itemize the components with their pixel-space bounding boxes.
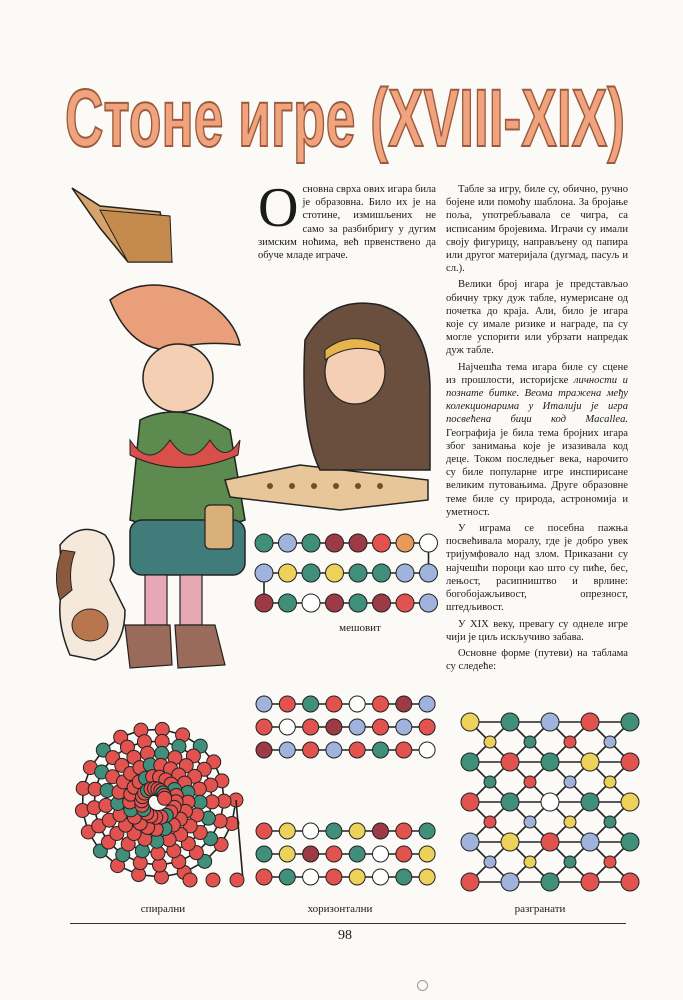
horizontal-board-space (279, 742, 295, 758)
horizontal-board-space (303, 719, 319, 735)
mixed-board-space (302, 534, 320, 552)
horizontal-board-space (373, 742, 389, 758)
boy-head (143, 344, 213, 412)
mixed-board-space (373, 594, 391, 612)
mixed-board-space (255, 534, 273, 552)
branched-board-space (541, 873, 559, 891)
horizontal-board-space (373, 869, 389, 885)
branched-board-space (604, 776, 616, 788)
branched-board-space (484, 736, 496, 748)
horizontal-board-space (419, 719, 435, 735)
branched-board-space (621, 753, 639, 771)
mixed-board-space (373, 564, 391, 582)
horizontal-board-space (303, 696, 319, 712)
horizontal-board-space (326, 869, 342, 885)
branched-board-space (501, 833, 519, 851)
mixed-board-space (396, 564, 414, 582)
branched-board-space (501, 713, 519, 731)
mixed-board-space (255, 594, 273, 612)
branched-board-space (604, 856, 616, 868)
branched-board-space (484, 776, 496, 788)
horizontal-board-space (419, 823, 435, 839)
horizontal-board-space (349, 823, 365, 839)
dog-spot (72, 609, 108, 641)
horizontal-board-space (349, 719, 365, 735)
drop-cap: О (258, 177, 299, 239)
branched-board-space (564, 776, 576, 788)
gnome-hat-icon (110, 285, 240, 350)
mixed-board-space (326, 564, 344, 582)
footer-rule (70, 923, 626, 924)
branched-board-space (621, 713, 639, 731)
mixed-board-space (373, 534, 391, 552)
horizontal-board-space (396, 742, 412, 758)
horizontal-board-space (256, 696, 272, 712)
horizontal-board-space (349, 869, 365, 885)
branched-board-space (484, 856, 496, 868)
mixed-board-space (396, 594, 414, 612)
game-piece (311, 483, 317, 489)
branched-board-space (564, 856, 576, 868)
branched-board-space (501, 753, 519, 771)
paragraph-4: У играма се посебна пажња посвећивала моралу, где је добро увек тријумфовало над злом. Приказани су најчешћи пороци као што су пиће, бес, лењост, расипништво и врлине: богобојажљивост, опрезност, штедљивост. (446, 523, 628, 614)
horizontal-board-space (396, 823, 412, 839)
horizontal-board-space (303, 742, 319, 758)
branched-board-space (581, 873, 599, 891)
horizontal-board-space (396, 719, 412, 735)
branched-board-space (541, 753, 559, 771)
horizontal-board-space (349, 846, 365, 862)
horizontal-board-space (279, 719, 295, 735)
paragraph-6: Основне форме (путеви) на таблама су следеће: (446, 647, 628, 673)
branched-board-space (524, 736, 536, 748)
branched-board-space (581, 753, 599, 771)
horizontal-board-space (396, 846, 412, 862)
horizontal-board-space (373, 696, 389, 712)
mixed-board-space (349, 594, 367, 612)
horizontal-board-space (373, 846, 389, 862)
horizontal-board-space (256, 719, 272, 735)
mixed-board-space (326, 594, 344, 612)
paragraph-3: Најчешћа тема игара биле су сцене из прошлости, историјске личности и познате битке. Веома тражена међу колекционарима у Италији је игра посвећена бици код Macallea. Географија је била тема бројних игара због занимања које је изазивала код деце. Током последњег века, нарочито су биле популарне игре инспирисане великим путовањима. Друге образовне теме биле су природа, астрономија и уметност. (446, 361, 629, 518)
horizontal-board-space (279, 846, 295, 862)
branched-board-space (581, 833, 599, 851)
horizontal-board-space (256, 846, 272, 862)
intro-column (258, 177, 436, 265)
caption-horizontal: хоризонтални (307, 903, 373, 915)
mixed-board-space (279, 534, 297, 552)
mixed-board-space (420, 534, 438, 552)
branched-board-space (621, 873, 639, 891)
branched-board-space (461, 793, 479, 811)
horizontal-board-space (373, 719, 389, 735)
mixed-board-space (396, 534, 414, 552)
branched-board-space (484, 816, 496, 828)
game-piece (355, 483, 361, 489)
spiral-board-space (183, 873, 197, 887)
branched-board-space (604, 816, 616, 828)
caption-spiral: спирални (140, 903, 186, 915)
horizontal-board-space (279, 696, 295, 712)
game-board (225, 465, 428, 510)
horizontal-board-space (326, 696, 342, 712)
horizontal-board-space (419, 742, 435, 758)
branched-board-space (524, 816, 536, 828)
branched-board-space (581, 793, 599, 811)
branched-board-space (581, 713, 599, 731)
spiral-board-space (230, 873, 244, 887)
branched-board-space (604, 736, 616, 748)
horizontal-board-space (326, 742, 342, 758)
registration-mark-icon (417, 980, 428, 991)
mixed-board-space (349, 564, 367, 582)
branched-board-space (501, 793, 519, 811)
mixed-board-space (302, 594, 320, 612)
mixed-board-space (326, 534, 344, 552)
board-path (236, 800, 243, 880)
branched-board-space (621, 833, 639, 851)
game-piece (267, 483, 273, 489)
horizontal-board-space (326, 719, 342, 735)
branched-board-space (461, 713, 479, 731)
boy-leg-left (145, 575, 167, 625)
horizontal-board-space (326, 823, 342, 839)
branched-board-space (541, 793, 559, 811)
game-piece (377, 483, 383, 489)
paragraph-1: Табле за игру, биле су, обично, ручно бојене или помоћу шаблона. За бројање поља, употребљавала се чигра, са исписаним бројевима. Играчи су имали своју фигурицу, направљену од папира или другог материјала (дугмад, пасуљ и сл.). (446, 184, 628, 275)
boot-right (175, 625, 225, 668)
horizontal-board-space (303, 869, 319, 885)
branched-board-space (621, 793, 639, 811)
horizontal-board-space (256, 742, 272, 758)
horizontal-board-space (419, 696, 435, 712)
horizontal-board-space (326, 846, 342, 862)
horizontal-board-space (279, 869, 295, 885)
horizontal-board-space (256, 823, 272, 839)
mixed-board-space (420, 564, 438, 582)
horizontal-board-space (349, 696, 365, 712)
caption-mixed: мешовит (339, 622, 381, 634)
page-number: 98 (338, 928, 352, 943)
paragraph-5: У XIX веку, превагу су однеле игре чији је циљ искључиво забава. (446, 618, 628, 643)
mixed-board-space (279, 594, 297, 612)
game-piece (333, 483, 339, 489)
spiral-board-space (158, 791, 172, 805)
mixed-board-space (420, 594, 438, 612)
mixed-board-space (255, 564, 273, 582)
horizontal-board-space (279, 823, 295, 839)
horizontal-board-space (396, 696, 412, 712)
intro-text: сновна сврха ових игара била је образовна. Било их је на стотине, измишљених не само за разбибригу у дугим зимским ноћима, већ првенствено да обуче младе играче. (258, 184, 436, 262)
paragraph-2: Велики број игара је представљао обичну трку дуж табле, нумерисане од почетка до краја. Али, било је игара које су имале ризике и награде, па су могле успорити или убрзати напредак дуж табле. (446, 279, 628, 357)
horizontal-board-space (303, 846, 319, 862)
page-title: Стоне игре (XVIII-XIX) (65, 73, 625, 164)
branched-board-space (461, 873, 479, 891)
mixed-board-space (302, 564, 320, 582)
horizontal-board-space (349, 742, 365, 758)
body-column (446, 183, 628, 676)
mixed-board-space (279, 564, 297, 582)
pouch-icon (205, 505, 233, 549)
branched-board-space (541, 833, 559, 851)
horizontal-board-space (303, 823, 319, 839)
boot-left (125, 625, 172, 668)
boy-leg-right (180, 575, 202, 625)
branched-board-space (501, 873, 519, 891)
branched-board-space (461, 753, 479, 771)
spiral-board-space (206, 873, 220, 887)
branched-board-space (524, 776, 536, 788)
horizontal-board-space (256, 869, 272, 885)
game-piece (289, 483, 295, 489)
branched-board-space (461, 833, 479, 851)
horizontal-board-space (419, 846, 435, 862)
horizontal-board-space (396, 869, 412, 885)
branched-board-space (564, 816, 576, 828)
branched-board-space (524, 856, 536, 868)
branched-board-space (564, 736, 576, 748)
mixed-board-space (349, 534, 367, 552)
caption-branched: разгранати (514, 903, 566, 915)
horizontal-board-space (419, 869, 435, 885)
branched-board-space (541, 713, 559, 731)
horizontal-board-space (373, 823, 389, 839)
